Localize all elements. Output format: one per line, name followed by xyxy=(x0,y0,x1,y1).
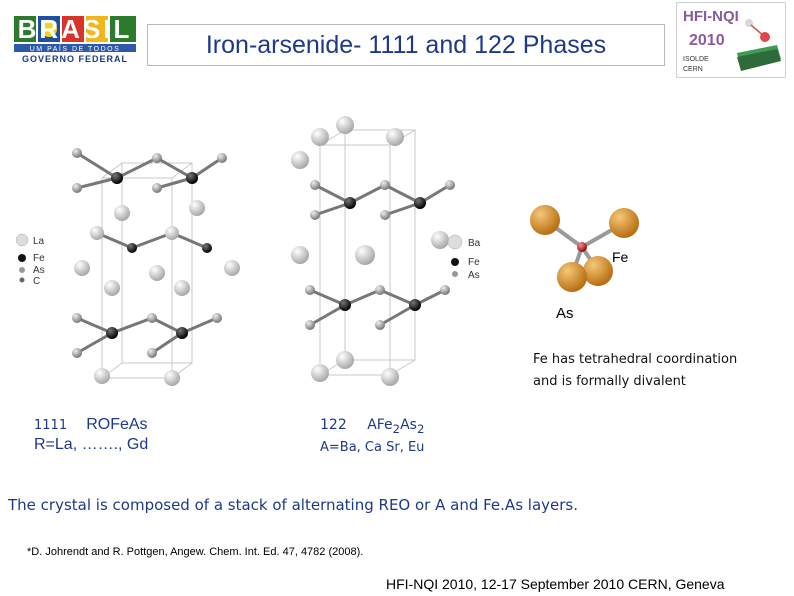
label-122-formula xyxy=(367,417,425,436)
conference-year: 2010 xyxy=(689,32,725,49)
brasil-government: GOVERNO FEDERAL xyxy=(21,54,129,64)
label-1111-formula: ROFeAs xyxy=(86,416,148,433)
brasil-logo xyxy=(12,12,140,64)
conference-name: HFI-NQI xyxy=(683,8,739,25)
formula-mid: As xyxy=(400,417,417,433)
brasil-word: BRASIL xyxy=(17,14,133,44)
legend-fe-left: Fe xyxy=(33,253,45,264)
label-122-number: 122 xyxy=(320,417,347,433)
label-1111 xyxy=(34,414,148,434)
label-1111-number: 1111 xyxy=(34,418,68,433)
title-box xyxy=(147,24,665,66)
legend-ba: Ba xyxy=(468,238,481,249)
tetra-as-label: As xyxy=(556,305,574,322)
conference-sub1: ISOLDE xyxy=(683,56,709,63)
legend-c: C xyxy=(33,276,41,287)
legend-as-mid: As xyxy=(468,270,480,281)
structure-1111-image xyxy=(62,138,252,400)
formula-prefix: AFe xyxy=(367,417,393,433)
legend-as-left: As xyxy=(33,265,45,276)
conference-sub2: CERN xyxy=(683,66,703,73)
legend-la: La xyxy=(33,236,45,247)
tetra-note-line1: Fe has tetrahedral coordination xyxy=(533,352,738,367)
formula-sub1: 2 xyxy=(392,421,401,436)
tetra-note-line2: and is formally divalent xyxy=(533,374,686,389)
tetrahedron-image xyxy=(520,195,650,305)
tetra-fe-label: Fe xyxy=(612,249,629,265)
page-title: Iron-arsenide- 1111 and 122 Phases xyxy=(205,30,607,59)
reference-text: *D. Johrendt and R. Pottgen, Angew. Chem. Int. Ed. 47, 4782 (2008). xyxy=(27,546,364,558)
legend-1111 xyxy=(16,232,66,292)
footer-text: HFI-NQI 2010, 12-17 September 2010 CERN, Geneva xyxy=(386,576,725,592)
a-line: A=Ba, Ca Sr, Eu xyxy=(320,440,425,455)
legend-fe-mid: Fe xyxy=(468,257,480,268)
tetra-note xyxy=(533,349,737,393)
formula-sub2: 2 xyxy=(416,421,425,436)
rare-earth-line: R=La, ……., Gd xyxy=(34,436,149,453)
conference-logo xyxy=(676,2,786,78)
summary-text: The crystal is composed of a stack of alternating REO or A and Fe.As layers. xyxy=(8,496,578,514)
brasil-tagline: UM PAÍS DE TODOS xyxy=(29,46,121,53)
label-122 xyxy=(320,417,424,436)
legend-122 xyxy=(448,234,498,282)
